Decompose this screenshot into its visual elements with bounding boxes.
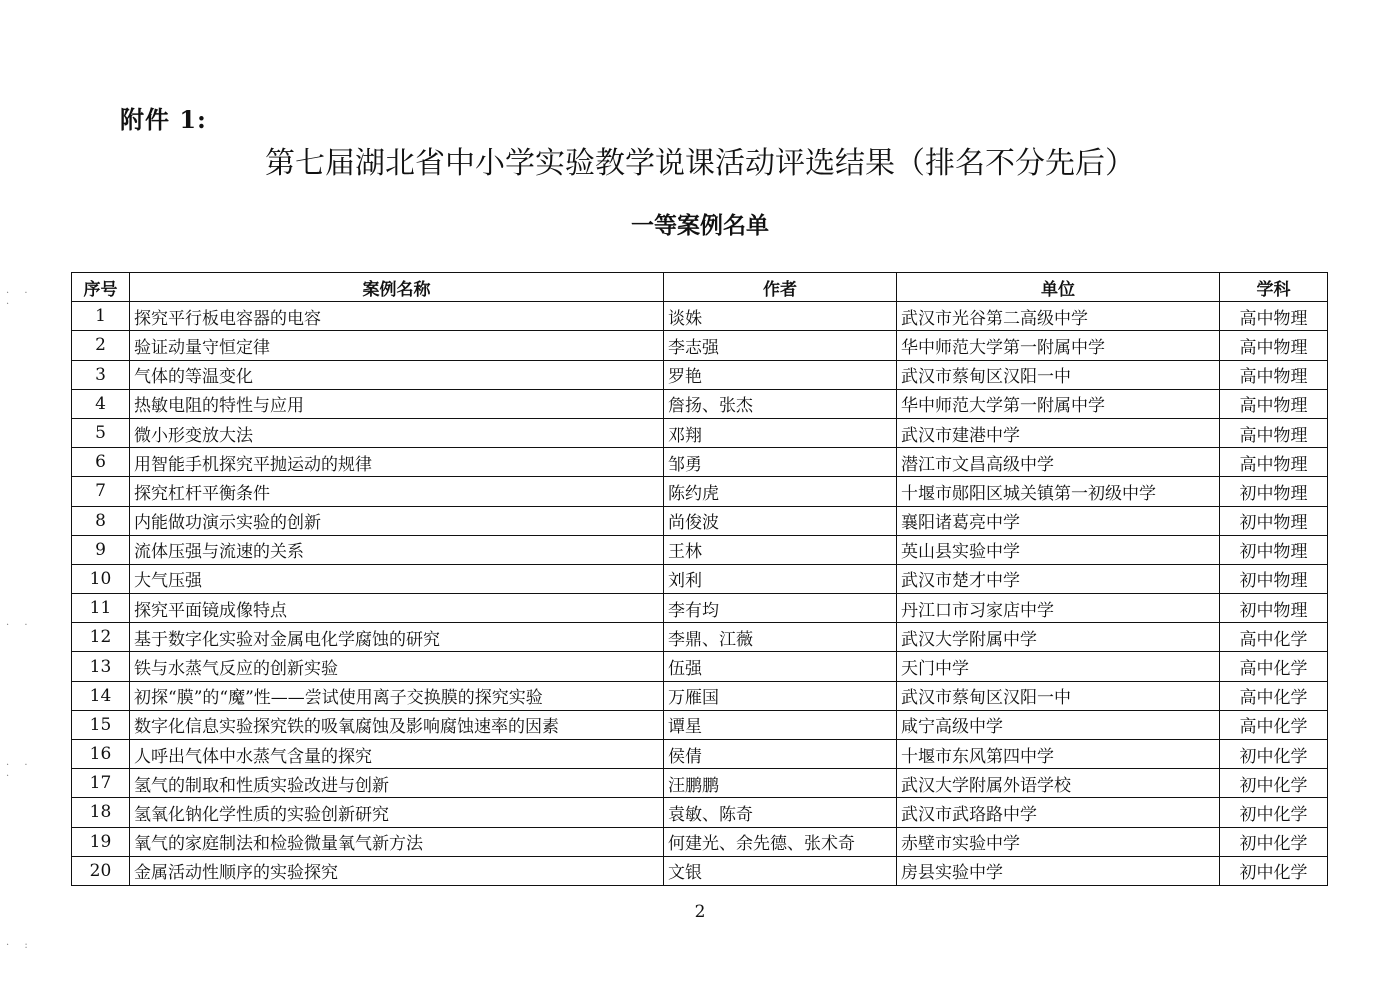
header-author: 作者 <box>664 273 897 302</box>
cell-case-name: 氢氧化钠化学性质的实验创新研究 <box>130 798 664 827</box>
cell-no: 3 <box>72 360 130 389</box>
cell-case-name: 基于数字化实验对金属电化学腐蚀的研究 <box>130 623 664 652</box>
cell-no: 10 <box>72 564 130 593</box>
cell-subject: 高中物理 <box>1220 331 1328 360</box>
cell-unit: 华中师范大学第一附属中学 <box>897 389 1220 418</box>
scan-edge-marks: · · · <box>6 760 34 782</box>
cell-author: 邹勇 <box>664 448 897 477</box>
cell-unit: 英山县实验中学 <box>897 535 1220 564</box>
table-row <box>72 827 1328 856</box>
scan-edge-marks: · · · <box>6 288 34 310</box>
table-row <box>72 448 1328 477</box>
cell-unit: 十堰市郧阳区城关镇第一初级中学 <box>897 477 1220 506</box>
table-row <box>72 302 1328 331</box>
cell-unit: 武汉大学附属中学 <box>897 623 1220 652</box>
cell-author: 文银 <box>664 856 897 885</box>
cell-no: 1 <box>72 302 130 331</box>
cell-author: 刘利 <box>664 564 897 593</box>
table-row <box>72 681 1328 710</box>
scan-edge-marks: · : <box>6 940 34 951</box>
cell-no: 7 <box>72 477 130 506</box>
table-row <box>72 769 1328 798</box>
cell-no: 11 <box>72 594 130 623</box>
cell-no: 17 <box>72 769 130 798</box>
table-row <box>72 535 1328 564</box>
header-unit: 单位 <box>897 273 1220 302</box>
cell-author: 詹扬、张杰 <box>664 389 897 418</box>
table-row <box>72 856 1328 885</box>
cell-subject: 初中物理 <box>1220 477 1328 506</box>
cell-author: 谭星 <box>664 710 897 739</box>
cell-no: 2 <box>72 331 130 360</box>
table-row <box>72 360 1328 389</box>
cell-subject: 初中化学 <box>1220 798 1328 827</box>
cell-case-name: 氢气的制取和性质实验改进与创新 <box>130 769 664 798</box>
cell-no: 18 <box>72 798 130 827</box>
cell-author: 邓翔 <box>664 418 897 447</box>
cell-unit: 赤壁市实验中学 <box>897 827 1220 856</box>
table-row <box>72 389 1328 418</box>
table-row <box>72 564 1328 593</box>
cell-author: 李有均 <box>664 594 897 623</box>
table-row <box>72 798 1328 827</box>
table-row <box>72 506 1328 535</box>
cell-case-name: 大气压强 <box>130 564 664 593</box>
cell-unit: 咸宁高级中学 <box>897 710 1220 739</box>
cell-unit: 天门中学 <box>897 652 1220 681</box>
cell-no: 14 <box>72 681 130 710</box>
cell-subject: 高中物理 <box>1220 418 1328 447</box>
header-subject: 学科 <box>1220 273 1328 302</box>
cell-subject: 高中化学 <box>1220 623 1328 652</box>
table-row <box>72 623 1328 652</box>
cell-no: 16 <box>72 740 130 769</box>
cell-unit: 武汉市建港中学 <box>897 418 1220 447</box>
table-body <box>72 302 1328 886</box>
results-table <box>71 272 1328 886</box>
cell-no: 9 <box>72 535 130 564</box>
cell-unit: 襄阳诸葛亮中学 <box>897 506 1220 535</box>
cell-unit: 武汉市光谷第二高级中学 <box>897 302 1220 331</box>
cell-no: 6 <box>72 448 130 477</box>
cell-author: 袁敏、陈奇 <box>664 798 897 827</box>
cell-subject: 高中物理 <box>1220 360 1328 389</box>
cell-author: 罗艳 <box>664 360 897 389</box>
cell-subject: 初中物理 <box>1220 564 1328 593</box>
cell-no: 19 <box>72 827 130 856</box>
document-subtitle: 一等案例名单 <box>631 213 769 239</box>
cell-case-name: 探究平面镜成像特点 <box>130 594 664 623</box>
table-row <box>72 477 1328 506</box>
cell-case-name: 铁与水蒸气反应的创新实验 <box>130 652 664 681</box>
cell-subject: 高中物理 <box>1220 448 1328 477</box>
cell-case-name: 人呼出气体中水蒸气含量的探究 <box>130 740 664 769</box>
cell-no: 20 <box>72 856 130 885</box>
cell-no: 12 <box>72 623 130 652</box>
cell-no: 8 <box>72 506 130 535</box>
cell-case-name: 数字化信息实验探究铁的吸氧腐蚀及影响腐蚀速率的因素 <box>130 710 664 739</box>
cell-case-name: 用智能手机探究平抛运动的规律 <box>130 448 664 477</box>
cell-author: 谈姝 <box>664 302 897 331</box>
cell-unit: 武汉市武珞路中学 <box>897 798 1220 827</box>
cell-case-name: 探究平行板电容器的电容 <box>130 302 664 331</box>
attachment-label: 附件 1: <box>120 105 207 134</box>
cell-case-name: 内能做功演示实验的创新 <box>130 506 664 535</box>
table-row <box>72 710 1328 739</box>
cell-subject: 初中物理 <box>1220 535 1328 564</box>
cell-author: 李志强 <box>664 331 897 360</box>
table-header-row <box>72 273 1328 302</box>
cell-case-name: 气体的等温变化 <box>130 360 664 389</box>
cell-unit: 潜江市文昌高级中学 <box>897 448 1220 477</box>
cell-author: 伍强 <box>664 652 897 681</box>
cell-author: 侯倩 <box>664 740 897 769</box>
cell-author: 陈约虎 <box>664 477 897 506</box>
cell-unit: 武汉市蔡甸区汉阳一中 <box>897 360 1220 389</box>
cell-author: 万雁国 <box>664 681 897 710</box>
cell-author: 汪鹏鹏 <box>664 769 897 798</box>
cell-subject: 初中物理 <box>1220 594 1328 623</box>
cell-unit: 丹江口市习家店中学 <box>897 594 1220 623</box>
cell-author: 李鼎、江薇 <box>664 623 897 652</box>
cell-case-name: 验证动量守恒定律 <box>130 331 664 360</box>
cell-subject: 高中化学 <box>1220 710 1328 739</box>
header-no: 序号 <box>72 273 130 302</box>
cell-case-name: 流体压强与流速的关系 <box>130 535 664 564</box>
cell-subject: 初中化学 <box>1220 769 1328 798</box>
cell-unit: 房县实验中学 <box>897 856 1220 885</box>
table-row <box>72 740 1328 769</box>
cell-unit: 十堰市东风第四中学 <box>897 740 1220 769</box>
header-case-name: 案例名称 <box>130 273 664 302</box>
cell-subject: 初中化学 <box>1220 740 1328 769</box>
cell-author: 何建光、余先德、张术奇 <box>664 827 897 856</box>
cell-subject: 高中物理 <box>1220 302 1328 331</box>
cell-no: 5 <box>72 418 130 447</box>
cell-subject: 初中化学 <box>1220 856 1328 885</box>
cell-subject: 高中化学 <box>1220 681 1328 710</box>
cell-case-name: 氧气的家庭制法和检验微量氧气新方法 <box>130 827 664 856</box>
cell-subject: 初中物理 <box>1220 506 1328 535</box>
cell-subject: 高中物理 <box>1220 389 1328 418</box>
cell-unit: 武汉市楚才中学 <box>897 564 1220 593</box>
cell-no: 4 <box>72 389 130 418</box>
cell-subject: 高中化学 <box>1220 652 1328 681</box>
cell-case-name: 热敏电阻的特性与应用 <box>130 389 664 418</box>
cell-unit: 华中师范大学第一附属中学 <box>897 331 1220 360</box>
table-row <box>72 652 1328 681</box>
cell-case-name: 探究杠杆平衡条件 <box>130 477 664 506</box>
table-row <box>72 594 1328 623</box>
cell-author: 王林 <box>664 535 897 564</box>
scan-edge-marks: · · <box>6 620 34 631</box>
cell-case-name: 微小形变放大法 <box>130 418 664 447</box>
cell-no: 15 <box>72 710 130 739</box>
table-row <box>72 418 1328 447</box>
document-title: 第七届湖北省中小学实验教学说课活动评选结果（排名不分先后） <box>265 146 1135 181</box>
page-number: 2 <box>694 902 706 922</box>
cell-no: 13 <box>72 652 130 681</box>
cell-case-name: 初探“膜”的“魔”性——尝试使用离子交换膜的探究实验 <box>130 681 664 710</box>
cell-unit: 武汉市蔡甸区汉阳一中 <box>897 681 1220 710</box>
cell-author: 尚俊波 <box>664 506 897 535</box>
table-row <box>72 331 1328 360</box>
cell-subject: 初中化学 <box>1220 827 1328 856</box>
cell-unit: 武汉大学附属外语学校 <box>897 769 1220 798</box>
cell-case-name: 金属活动性顺序的实验探究 <box>130 856 664 885</box>
